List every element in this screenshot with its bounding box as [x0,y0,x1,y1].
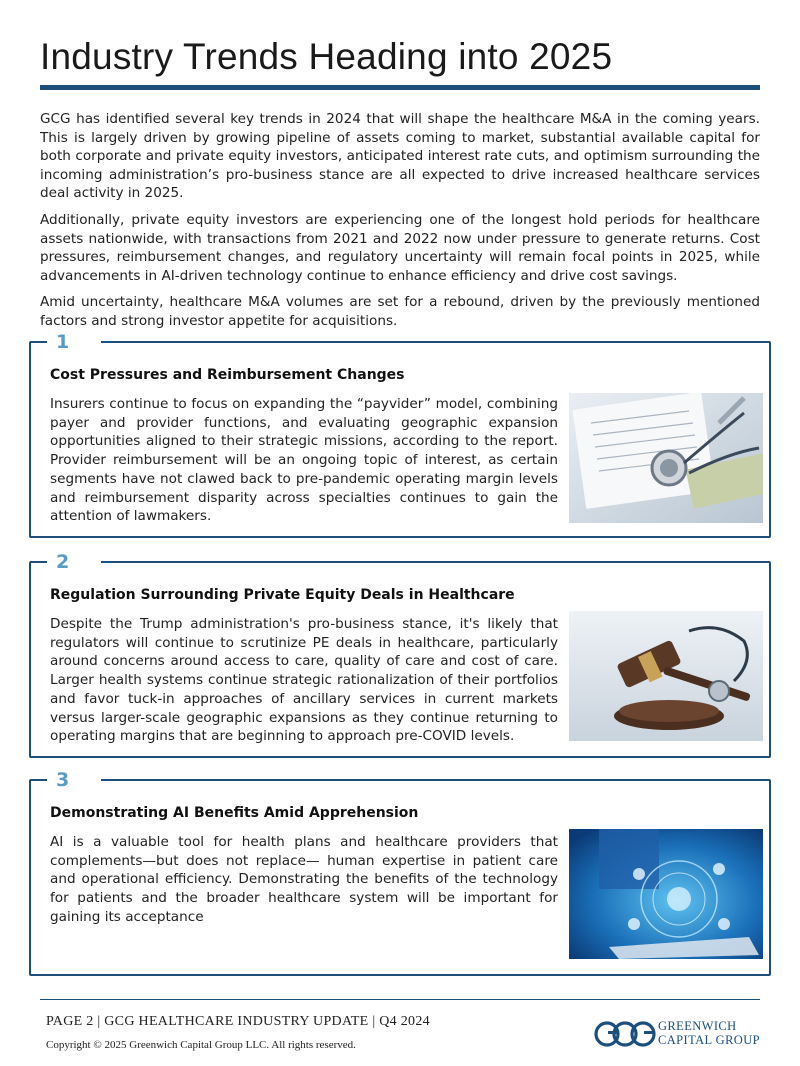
footer-divider [40,999,760,1000]
logo-line: GREENWICH [658,1019,737,1033]
trend-number: 1 [47,331,101,353]
digital-health-tablet-icon [569,829,763,959]
trend-text: Insurers continue to focus on expanding the “payvider” model, combining payer and provider functions, and evaluating geographic expansion opportunities aligned to their strategic missions, according to the report. Provider reimbursement will be an ongoing topic of interest, as certain segments have not clawed back to pre-pandemic operating margin levels and reimbursement disparity across specialties continues to gain the attention of lawmakers. [50,396,558,525]
footer-page-label: PAGE 2 | GCG HEALTHCARE INDUSTRY UPDATE | Q4 2024 [46,1014,430,1029]
logo-wordmark [658,1019,760,1047]
intro-paragraph: Additionally, private equity investors are experiencing one of the longest hold periods for healthcare assets nationwide, with transactions from 2021 and 2022 now under pressure to generate returns. Cost pressures, reimbursement changes, and regulatory uncertainty will remain focal points in 2025, while advancements in AI-driven technology continue to enhance efficiency and drive cost savings. [40,211,760,284]
company-logo [594,1017,764,1053]
intro-paragraph: Amid uncertainty, healthcare M&A volumes are set for a rebound, driven by the previously mentioned factors and strong investor appetite for acquisitions. [40,294,760,329]
trend-card [29,551,771,758]
gavel-stethoscope-icon [569,611,763,741]
gcg-logo-icon [594,1019,656,1049]
intro-section [40,110,760,339]
trend-heading: Demonstrating AI Benefits Amid Apprehension [50,805,419,821]
page-title: Industry Trends Heading into 2025 [40,36,613,77]
stethoscope-documents-icon [569,393,763,523]
trend-heading: Regulation Surrounding Private Equity Deals in Healthcare [50,587,515,603]
trend-card [29,331,771,538]
trend-number: 3 [47,769,101,791]
trend-text: AI is a valuable tool for health plans and healthcare providers that complements—but does not replace— human expertise in patient care and operational efficiency. Demonstrating the benefits of the technology for patients and the broader healthcare system will be important for gaining its acceptance [50,834,558,925]
title-divider [40,85,760,90]
trend-heading: Cost Pressures and Reimbursement Changes [50,367,405,383]
trend-text: Despite the Trump administration's pro-business stance, it's likely that regulators will continue to scrutinize PE deals in healthcare, particularly around concerns around access to care, quality of care and cost of care. Larger health systems continue strategic rationalization of their portfolios and favor tuck-in approaches of ancillary services in current markets versus larger-scale geographic expansions as they continue returning to operating margins that are beginning to approach pre-COVID levels. [50,616,558,745]
logo-line: CAPITAL GROUP [658,1033,761,1047]
trend-number: 2 [47,551,101,573]
trend-card [29,769,771,976]
intro-paragraph: GCG has identified several key trends in 2024 that will shape the healthcare M&A in the coming years. This is largely driven by growing pipeline of assets coming to market, substantial available capital for both corporate and private equity investors, anticipated interest rate cuts, and optimism surrounding the incoming administration’s pro-business stance are all expected to drive increased healthcare services deal activity in 2025. [40,111,760,202]
footer-copyright: Copyright © 2025 Greenwich Capital Group LLC. All rights reserved. [46,1039,356,1051]
